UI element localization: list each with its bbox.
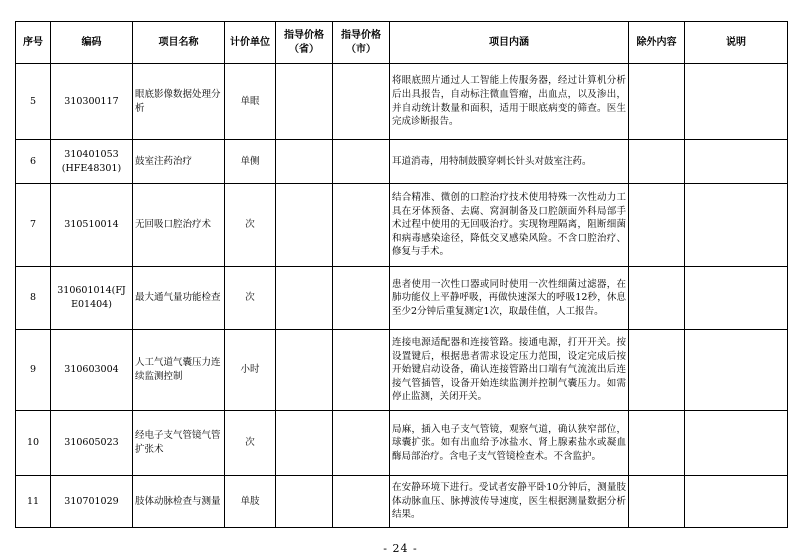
row-content: 患者使用一次性口器或同时使用一次性细菌过滤器，在肺功能仪上平静呼吸，再做快速深大的呼吸12秒，休息至少2分钟后重复测定1次，取最佳值，人工报告。 [390, 267, 629, 330]
row-price-province [276, 267, 333, 330]
row-content: 在安静环境下进行。受试者安静平卧10分钟后，测量肢体动脉血压、脉搏波传导速度，医生根据测量数据分析结果。 [390, 476, 629, 528]
table-header-row [16, 22, 788, 64]
row-unit: 次 [225, 267, 276, 330]
row-price-province [276, 330, 333, 411]
header-price-city-line1: 指导价格 [341, 29, 381, 41]
row-price-city [333, 330, 390, 411]
row-code-line2: (HFE48301) [61, 162, 122, 174]
table-row [16, 140, 788, 184]
row-content: 耳道消毒，用特制鼓膜穿刺长针头对鼓室注药。 [390, 140, 629, 184]
header-name: 项目名称 [133, 22, 225, 64]
row-exclusions [629, 476, 685, 528]
table-row [16, 64, 788, 140]
table-row [16, 330, 788, 411]
header-price-city-line2: （市） [346, 43, 376, 55]
table-row [16, 184, 788, 267]
row-code-line1: 310601014(FJ [57, 285, 126, 297]
row-unit: 次 [225, 184, 276, 267]
row-name: 无回吸口腔治疗术 [133, 184, 225, 267]
row-code-line1: 310401053 [64, 148, 119, 160]
row-name: 最大通气量功能检查 [133, 267, 225, 330]
row-content: 局麻，插入电子支气管镜，观察气道，确认狭窄部位，球囊扩张。如有出血给予冰盐水、肾上腺素盐水或凝血酶局部治疗。含电子支气管镜检查术。不含监护。 [390, 411, 629, 476]
row-notes [685, 64, 788, 140]
row-code [51, 140, 133, 184]
row-price-city [333, 140, 390, 184]
page-number: - 24 - [383, 542, 418, 555]
row-code: 310603004 [51, 330, 133, 411]
row-unit: 次 [225, 411, 276, 476]
row-code: 310701029 [51, 476, 133, 528]
row-index: 9 [16, 330, 51, 411]
row-name: 鼓室注药治疗 [133, 140, 225, 184]
row-exclusions [629, 140, 685, 184]
pricing-table [15, 21, 788, 528]
row-code [51, 267, 133, 330]
row-notes [685, 267, 788, 330]
row-notes [685, 476, 788, 528]
table-row [16, 411, 788, 476]
row-index: 7 [16, 184, 51, 267]
header-price-province-line2: （省） [289, 43, 319, 55]
row-notes [685, 140, 788, 184]
row-code-line2: E01404) [71, 299, 112, 310]
row-price-city [333, 64, 390, 140]
row-code: 310300117 [51, 64, 133, 140]
row-exclusions [629, 267, 685, 330]
row-name: 经电子支气管镜气管扩张术 [133, 411, 225, 476]
row-content: 将眼底照片通过人工智能上传服务器，经过计算机分析后出具报告，自动标注微血管瘤，出血点，以及渗出，并自动统计数量和面积，适用于眼底病变的筛查。医生完成诊断报告。 [390, 64, 629, 140]
row-name: 人工气道气囊压力连续监测控制 [133, 330, 225, 411]
header-exclusions: 除外内容 [629, 22, 685, 64]
header-notes: 说明 [685, 22, 788, 64]
row-code: 310605023 [51, 411, 133, 476]
row-notes [685, 330, 788, 411]
row-unit: 单肢 [225, 476, 276, 528]
header-content: 项目内涵 [390, 22, 629, 64]
row-unit: 单侧 [225, 140, 276, 184]
header-price-province-line1: 指导价格 [284, 29, 324, 41]
row-price-province [276, 476, 333, 528]
row-exclusions [629, 330, 685, 411]
row-exclusions [629, 411, 685, 476]
row-exclusions [629, 64, 685, 140]
row-price-province [276, 184, 333, 267]
row-price-province [276, 411, 333, 476]
header-unit: 计价单位 [225, 22, 276, 64]
row-content: 结合精准、微创的口腔治疗技术使用特殊一次性动力工具在牙体预备、去腐、窝洞制备及口腔颌面外科局部手术过程中使用的无回吸治疗。实现物理隔离，阻断细菌和病毒感染途径，降低交叉感染风险。不含口腔治疗、修复与手术。 [390, 184, 629, 267]
table-row [16, 267, 788, 330]
row-price-city [333, 184, 390, 267]
row-code: 310510014 [51, 184, 133, 267]
header-price-province [276, 22, 333, 64]
row-index: 5 [16, 64, 51, 140]
table-row [16, 476, 788, 528]
row-notes [685, 184, 788, 267]
row-price-province [276, 64, 333, 140]
header-code: 编码 [51, 22, 133, 64]
row-price-city [333, 411, 390, 476]
row-index: 8 [16, 267, 51, 330]
row-price-city [333, 267, 390, 330]
header-index: 序号 [16, 22, 51, 64]
row-notes [685, 411, 788, 476]
row-unit: 单眼 [225, 64, 276, 140]
row-price-city [333, 476, 390, 528]
row-index: 10 [16, 411, 51, 476]
row-price-province [276, 140, 333, 184]
row-name: 肢体动脉检查与测量 [133, 476, 225, 528]
row-content: 连接电源适配器和连接管路。接通电源，打开开关。按设置键后，根据患者需求设定压力范围，设定完成后按开始键启动设备，确认连接管路出口端有气流流出后连接气管插管，设备开始连续监测并控制气囊压力。如需停止监测，关闭开关。 [390, 330, 629, 411]
row-index: 6 [16, 140, 51, 184]
row-unit: 小时 [225, 330, 276, 411]
row-exclusions [629, 184, 685, 267]
row-index: 11 [16, 476, 51, 528]
header-price-city [333, 22, 390, 64]
row-name: 眼底影像数据处理分析 [133, 64, 225, 140]
